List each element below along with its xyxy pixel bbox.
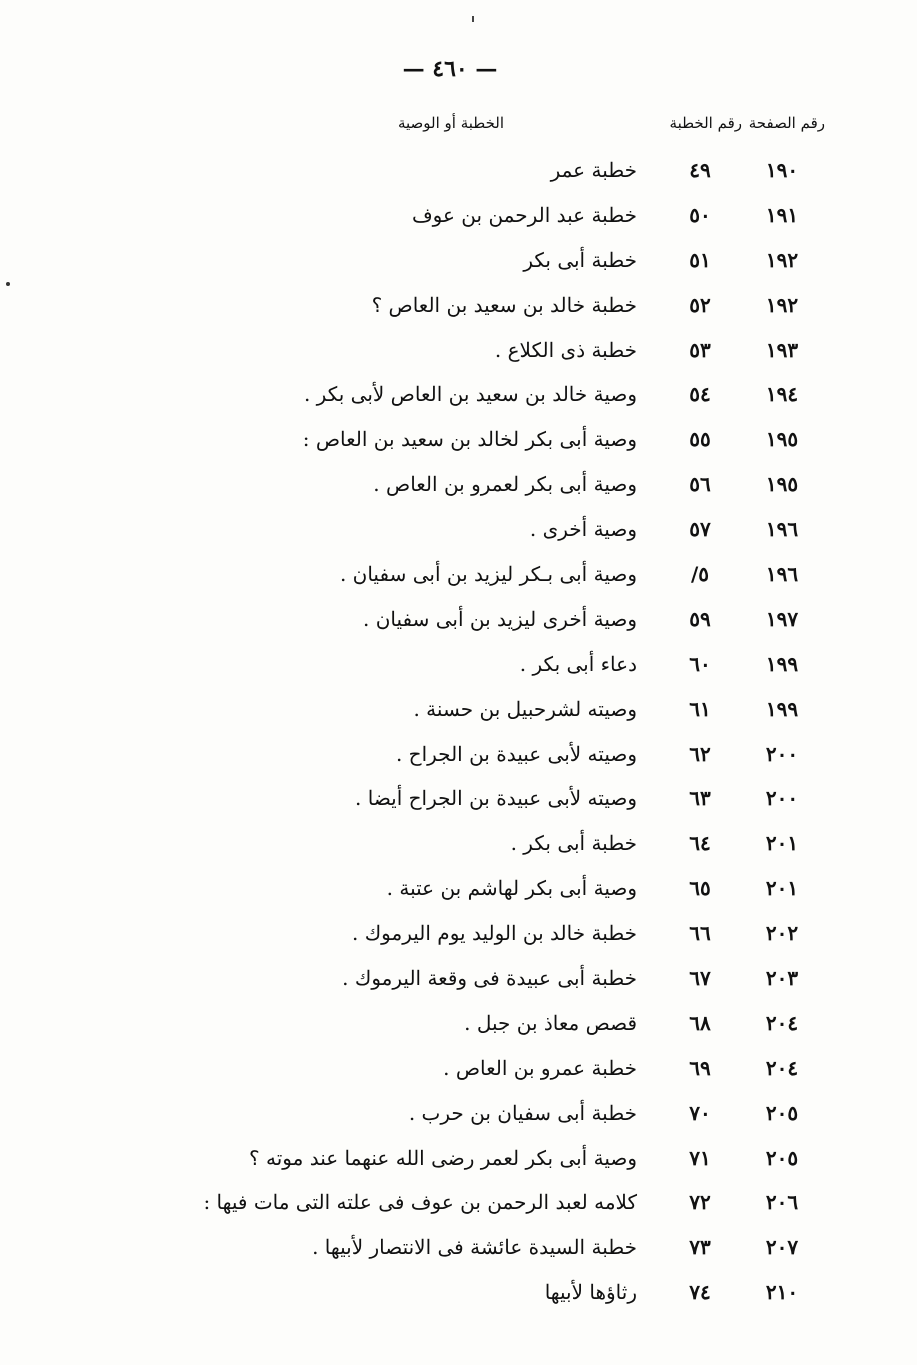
row-page-number: ١٩٢ [765, 247, 799, 272]
row-title: وصية أبى بكر لخالد بن سعيد بن العاص : [302, 427, 637, 452]
row-title: خطبة أبى سفيان بن حرب . [408, 1100, 637, 1125]
row-page-number: ٢٠٢ [765, 921, 799, 946]
row-page-number: ١٩٠ [765, 158, 799, 182]
row-page-number: ٢٠١ [765, 876, 799, 901]
header-title: الخطبة أو الوصية [397, 114, 504, 132]
column-headers [0, 114, 917, 138]
table-row [0, 330, 917, 375]
row-title: خطبة عبد الرحمن بن عوف [411, 202, 637, 227]
row-title: خطبة أبى عبيدة فى وقعة اليرموك . [342, 966, 637, 991]
table-row [0, 599, 917, 644]
row-speech-number: ٥٣ [689, 337, 711, 362]
row-speech-number: ٧١ [689, 1145, 711, 1170]
row-title: خطبة خالد بن الوليد يوم اليرموك . [351, 921, 637, 946]
row-page-number: ١٩٦ [765, 562, 799, 587]
table-row [0, 1138, 917, 1183]
row-speech-number: ٤٩ [689, 158, 711, 182]
row-page-number: ١٩٩ [765, 696, 799, 721]
table-row [0, 509, 917, 554]
table-row [0, 778, 917, 823]
table-row [0, 1093, 917, 1138]
row-speech-number: ٦٧ [689, 966, 711, 991]
row-speech-number: ٧٣ [689, 1235, 711, 1260]
table-row [0, 734, 917, 779]
header-speech-number: رقم الخطبة [669, 114, 742, 132]
row-page-number: ٢٠٧ [765, 1235, 799, 1260]
row-speech-number: ٦٦ [689, 921, 711, 946]
row-page-number: ٢٠٥ [765, 1100, 799, 1125]
row-speech-number: ٦٨ [689, 1010, 711, 1035]
row-title: وصية أبى بكر لعمرو بن العاص . [373, 472, 637, 497]
row-title: دعاء أبى بكر . [519, 651, 637, 676]
row-title: وصية أبى بـكر ليزيد بن أبى سفيان . [339, 562, 637, 587]
row-page-number: ١٩٤ [765, 382, 799, 407]
row-speech-number: ٥٤ [689, 382, 711, 407]
table-row [0, 689, 917, 734]
row-speech-number: ٦٩ [689, 1055, 711, 1080]
row-page-number: ١٩٣ [765, 337, 799, 362]
row-page-number: ١٩٥ [765, 472, 799, 497]
row-title: وصيته لأبى عبيدة بن الجراح أيضا . [355, 786, 637, 811]
row-speech-number: ٥٢ [689, 292, 711, 317]
scan-mark [472, 16, 474, 22]
row-title: وصية أخرى ليزيد بن أبى سفيان . [362, 606, 637, 631]
row-speech-number: ٦٢ [689, 741, 711, 766]
table-row [0, 913, 917, 958]
row-speech-number: ٥٥ [689, 427, 711, 452]
row-page-number: ١٩٥ [765, 427, 799, 452]
table-row [0, 1048, 917, 1093]
row-speech-number: ٥٧ [689, 517, 711, 542]
row-speech-number: ٦١ [689, 696, 711, 721]
row-page-number: ٢٠٦ [765, 1190, 799, 1215]
table-row [0, 644, 917, 689]
row-speech-number: ٦٠ [689, 651, 711, 676]
row-title: خطبة خالد بن سعيد بن العاص ؟ [371, 292, 637, 317]
table-row [0, 1182, 917, 1227]
table-row [0, 958, 917, 1003]
row-title: خطبة ذى الكلاع . [494, 337, 637, 362]
row-page-number: ١٩٧ [765, 606, 799, 631]
row-page-number: ٢٠٣ [765, 966, 799, 991]
row-speech-number: ٥٩ [689, 606, 711, 631]
table-row [0, 419, 917, 464]
table-row [0, 285, 917, 330]
row-title: وصية أبى بكر لعمر رضى الله عنهما عند موته ؟ [249, 1145, 637, 1170]
row-page-number: ١٩٩ [765, 651, 799, 676]
row-speech-number: ٥١ [689, 247, 711, 272]
row-title: وصية أبى بكر لهاشم بن عتبة . [386, 876, 637, 901]
table-row [0, 464, 917, 509]
row-speech-number: ٦٤ [689, 831, 711, 856]
row-title: خطبة أبى بكر [523, 247, 637, 272]
row-page-number: ٢٠١ [765, 831, 799, 856]
row-page-number: ١٩١ [765, 202, 799, 227]
table-row [0, 1272, 917, 1317]
row-speech-number: ٧٢ [689, 1190, 711, 1215]
row-title: قصص معاذ بن جبل . [464, 1010, 637, 1035]
row-page-number: ٢٠٤ [765, 1010, 799, 1035]
row-title: وصيته لأبى عبيدة بن الجراح . [395, 741, 637, 766]
table-row [0, 240, 917, 285]
row-page-number: ٢٠٤ [765, 1055, 799, 1080]
table-row [0, 374, 917, 419]
row-page-number: ٢٠٥ [765, 1145, 799, 1170]
row-title: خطبة عمر [550, 158, 637, 182]
table-row [0, 195, 917, 240]
row-page-number: ٢١٠ [765, 1280, 799, 1305]
row-title: وصية خالد بن سعيد بن العاص لأبى بكر . [303, 382, 637, 407]
row-page-number: ١٩٢ [765, 292, 799, 317]
table-row [0, 823, 917, 868]
index-table [0, 150, 917, 1317]
table-row [0, 150, 917, 195]
row-page-number: ٢٠٠ [765, 741, 799, 766]
row-title: وصية أخرى . [529, 517, 637, 542]
row-speech-number: ٧٤ [689, 1280, 711, 1305]
table-row [0, 1003, 917, 1048]
row-speech-number: ٥/ [690, 562, 710, 587]
row-title: خطبة أبى بكر . [510, 831, 637, 856]
row-speech-number: ٥٠ [689, 202, 711, 227]
table-row [0, 1227, 917, 1272]
row-title: خطبة السيدة عائشة فى الانتصار لأبيها . [312, 1235, 637, 1260]
table-row [0, 868, 917, 913]
row-page-number: ٢٠٠ [765, 786, 799, 811]
row-speech-number: ٧٠ [689, 1100, 711, 1125]
page-number: — ٤٦٠ — [402, 56, 498, 82]
row-speech-number: ٥٦ [689, 472, 711, 497]
row-page-number: ١٩٦ [765, 517, 799, 542]
row-title: كلامه لعبد الرحمن بن عوف فى علته التى مات فيها : [203, 1190, 637, 1215]
row-title: وصيته لشرحبيل بن حسنة . [413, 696, 637, 721]
row-speech-number: ٦٣ [689, 786, 711, 811]
table-row [0, 554, 917, 599]
row-title: خطبة عمرو بن العاص . [443, 1055, 637, 1080]
row-title: رثاؤها لأبيها [544, 1280, 637, 1305]
header-page-number: رقم الصفحة [748, 114, 825, 132]
row-speech-number: ٦٥ [689, 876, 711, 901]
